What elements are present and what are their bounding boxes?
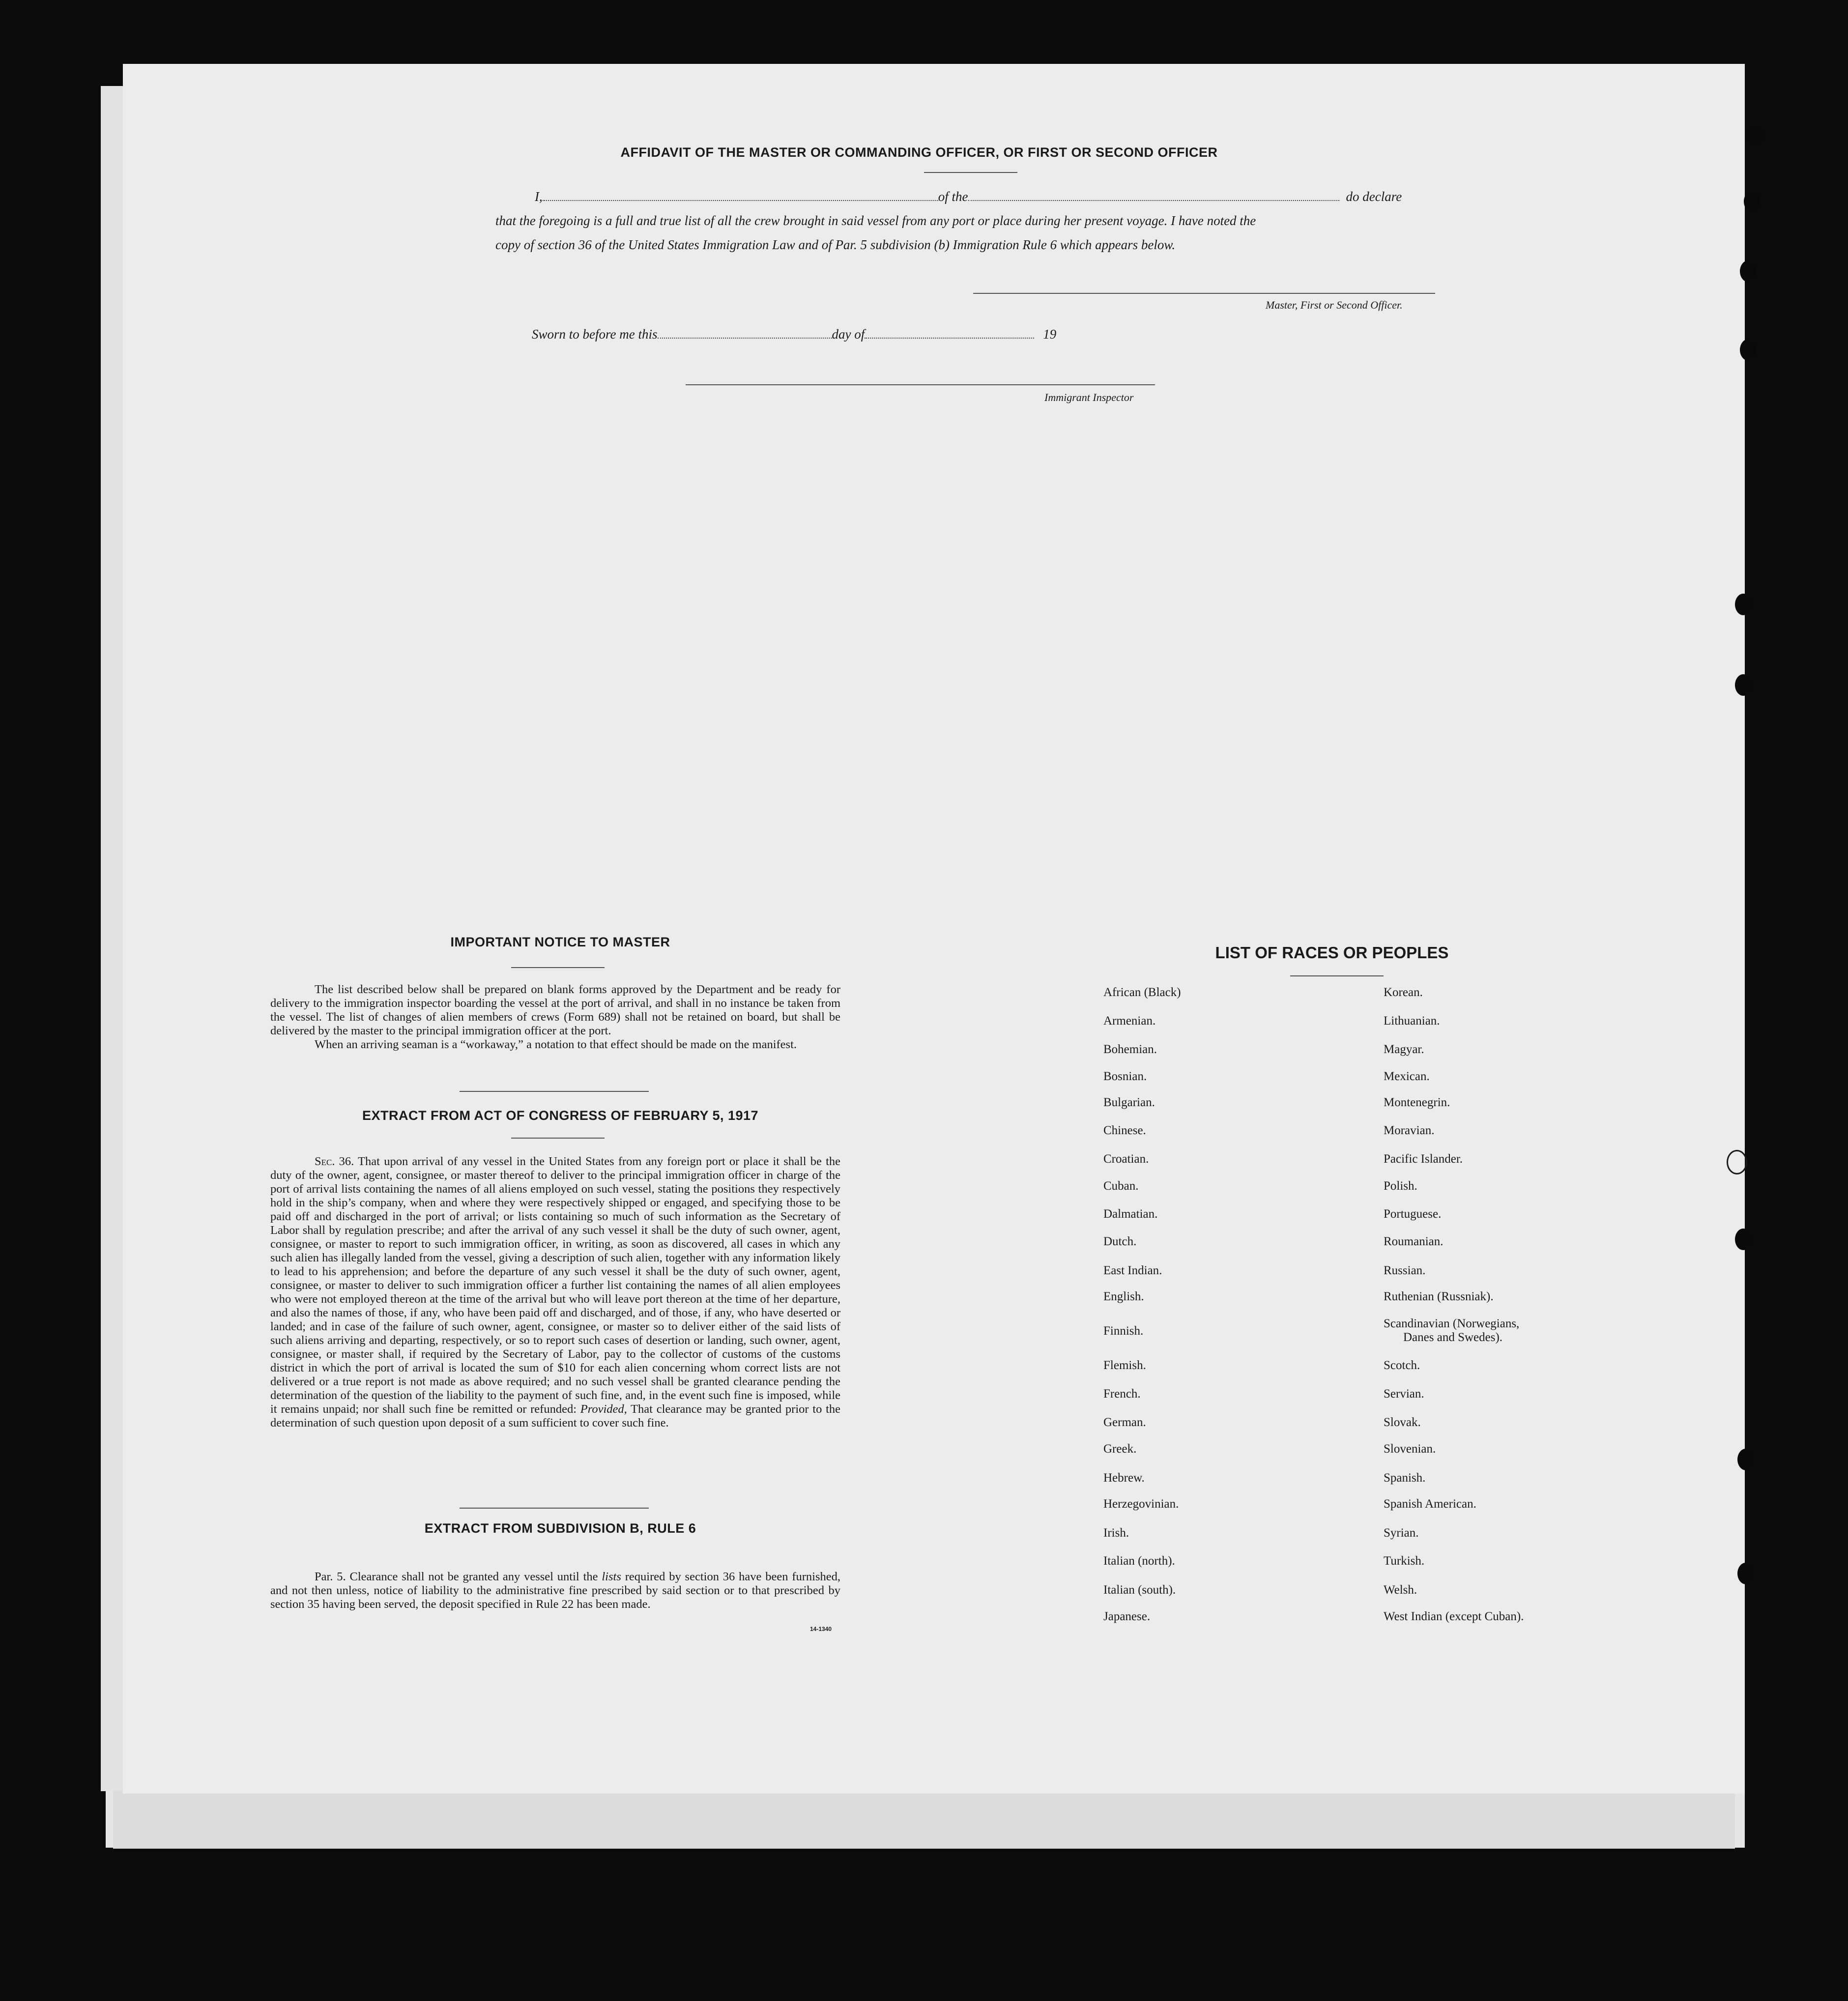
par-5-text: Par. 5. Clearance shall not be granted any vessel until the — [315, 1570, 598, 1583]
race-item: Portuguese. — [1384, 1207, 1442, 1221]
affidavit-line-3: copy of section 36 of the United States Immigration Law and of Par. 5 subdivision (b) Immigration Rule 6 which appears below. — [495, 237, 1176, 252]
affidavit-title-rule — [924, 172, 1017, 173]
race-item: English. — [1103, 1290, 1144, 1303]
sec-36-text-end: That clearance may be granted prior to the determination of such question upon deposit of a sum sufficient to cover such fine. — [270, 1402, 840, 1429]
race-item: Syrian. — [1384, 1526, 1419, 1540]
binder-hole-icon — [1735, 594, 1752, 615]
rule-extract-text — [270, 1570, 840, 1611]
section-divider — [460, 1091, 649, 1092]
binder-hole-icon — [1735, 674, 1752, 696]
race-item: Armenian. — [1103, 1014, 1156, 1028]
race-item-line: Danes and Swedes). — [1403, 1331, 1503, 1344]
race-item: Russian. — [1384, 1264, 1426, 1277]
sec-36-label: Sec. 36. — [315, 1155, 354, 1168]
binder-hole-icon — [1747, 125, 1764, 147]
sec-36-text: That upon arrival of any vessel in the United States from any foreign port or place it shall be the duty of the owner, agent, consignee, or master thereof to deliver to the principal immigration officer in charge of the port of arrival lists containing the names of all aliens employed on such vessel, stating the positions they respectively hold in the ship’s company, when and where they were respectively shipped or engaged, and specifying those to be paid off and discharged in the port of arrival; or lists containing so much of such information as the Secretary of Labor shall by regulation prescribe; and after the arrival of any such vessel it shall be the duty of such owner, agent, consignee, or master to report to such immigration officer, in writing, as soon as discovered, all cases in which any such alien has illegally landed from the vessel, giving a description of such alien, together with any information likely to lead to his apprehension; and before the departure of any such vessel it shall be the duty of such owner, agent, consignee, or master to deliver to such immigration officer a further list containing the names of all alien employees who were not employed thereon at the time of the arrival but who will leave port thereon at the time of her departure, and also the names of those, if any, who have been paid off and discharged, and of those, if any, who have deserted or landed; and in case of the failure of such owner, agent, consignee, or master so to deliver either of the said lists of such aliens arriving and departing, respectively, or so to report such cases of desertion or landing, such owner, agent, consignee, or master shall, if required by the Secretary of Labor, pay to the collector of customs of the customs district in which the port of arrival is located the sum of $10 for each alien concerning whom correct lists are not delivered or a true report is not made as above required; and no such vessel shall be granted clearance pending the determination of the question of the liability to the payment of such fine, and, in the event such fine is imposed, while it remains unpaid; nor shall such fine be remitted or refunded: — [270, 1155, 840, 1416]
race-item: Pacific Islander. — [1384, 1152, 1463, 1166]
race-item: Croatian. — [1103, 1152, 1149, 1166]
signature-line[interactable] — [973, 293, 1435, 294]
race-item: Polish. — [1384, 1179, 1417, 1193]
race-item: Moravian. — [1384, 1124, 1435, 1137]
signature-label: Master, First or Second Officer. — [1266, 299, 1403, 311]
binder-hole-icon — [1744, 191, 1761, 212]
race-item: Chinese. — [1103, 1124, 1146, 1137]
sworn-month-field[interactable] — [865, 336, 1034, 339]
race-item: Mexican. — [1384, 1070, 1430, 1083]
act-extract-title-rule — [511, 1138, 605, 1139]
notice-title-rule — [511, 967, 605, 968]
races-title-rule — [1290, 975, 1384, 976]
race-item: Greek. — [1103, 1442, 1137, 1456]
vessel-name-field[interactable] — [968, 198, 1339, 201]
race-item: Lithuanian. — [1384, 1014, 1440, 1028]
affidavit-line-1 — [535, 189, 1402, 204]
race-item: West Indian (except Cuban). — [1384, 1610, 1524, 1623]
master-name-field[interactable] — [543, 198, 938, 201]
affidavit-line-2: that the foregoing is a full and true list of all the crew brought in said vessel from any port or place during her present voyage. I have noted the — [495, 213, 1256, 228]
race-item: Italian (north). — [1103, 1554, 1175, 1568]
race-item: Welsh. — [1384, 1583, 1417, 1597]
race-item: Magyar. — [1384, 1043, 1424, 1056]
inspector-label: Immigrant Inspector — [1044, 391, 1134, 403]
race-item: Servian. — [1384, 1387, 1424, 1401]
sworn-year-label: 19 — [1043, 327, 1057, 342]
race-item: Cuban. — [1103, 1179, 1139, 1193]
par-5-text-end: required by section 36 have been furnished, and not then unless, notice of liability to the administrative fine prescribed by said section or to that prescribed by section 35 having been served, the deposit specified in Rule 22 has been made. — [270, 1570, 841, 1611]
inspector-signature-line[interactable] — [686, 384, 1155, 385]
race-item: Dutch. — [1103, 1235, 1137, 1248]
binder-hole-icon — [1740, 260, 1757, 282]
race-item: Turkish. — [1384, 1554, 1425, 1568]
race-item: Dalmatian. — [1103, 1207, 1158, 1221]
race-item: Montenegrin. — [1384, 1096, 1450, 1109]
race-item: French. — [1103, 1387, 1141, 1401]
section-divider — [460, 1508, 649, 1509]
race-item: Finnish. — [1103, 1324, 1144, 1338]
race-item-line: Scandinavian (Norwegians, — [1384, 1317, 1520, 1330]
binder-hole-icon — [1737, 1563, 1754, 1584]
binder-hole-icon — [1735, 1229, 1752, 1250]
race-item: Japanese. — [1103, 1610, 1151, 1623]
race-item: Ruthenian (Russniak). — [1384, 1290, 1494, 1303]
affidavit-i-label: I, — [535, 189, 543, 204]
sworn-prefix: Sworn to before me this — [532, 327, 658, 342]
race-item: Slovak. — [1384, 1416, 1421, 1429]
provided-word: Provided, — [580, 1402, 627, 1416]
race-item: Slovenian. — [1384, 1442, 1436, 1456]
sworn-line — [532, 327, 1056, 342]
race-item: Flemish. — [1103, 1359, 1146, 1372]
act-extract-text — [270, 1155, 840, 1430]
race-item: Bosnian. — [1103, 1070, 1147, 1083]
notice-title: IMPORTANT NOTICE TO MASTER — [450, 935, 670, 949]
race-item: Scotch. — [1384, 1359, 1420, 1372]
binder-hole-icon — [1740, 339, 1757, 361]
notice-paragraph-1: The list described below shall be prepared on blank forms approved by the Department and be ready for delivery to the immigration inspector boarding the vessel at the port of arrival, and shall in no instance be taken from the vessel. The list of changes of alien members of crews (Form 689) shall not be retained on board, but shall be delivered by the master to the principal immigration officer at the port. — [270, 983, 840, 1037]
lists-word: lists — [602, 1570, 621, 1583]
binder-hole-icon — [1737, 1449, 1754, 1470]
affidavit-title: AFFIDAVIT OF THE MASTER OR COMMANDING OFFICER, OR FIRST OR SECOND OFFICER — [620, 145, 1218, 160]
race-item: Italian (south). — [1103, 1583, 1176, 1597]
affidavit-do-declare-label: do declare — [1346, 189, 1402, 204]
race-item: Korean. — [1384, 986, 1423, 999]
sworn-day-of-label: day of — [832, 327, 865, 342]
binder-hole-ring-icon — [1727, 1150, 1747, 1174]
notice-text — [270, 983, 840, 1052]
race-item: East Indian. — [1103, 1264, 1162, 1277]
notice-paragraph-2: When an arriving seaman is a “workaway,” a notation to that effect should be made on the manifest. — [315, 1038, 797, 1051]
rule-extract-title: EXTRACT FROM SUBDIVISION B, RULE 6 — [424, 1521, 696, 1536]
race-item — [1384, 1317, 1519, 1344]
form-number: 14-1340 — [810, 1626, 832, 1632]
race-item: Roumanian. — [1384, 1235, 1444, 1248]
race-item: Spanish. — [1384, 1471, 1426, 1485]
race-item: German. — [1103, 1416, 1146, 1429]
sworn-day-field[interactable] — [658, 336, 832, 339]
race-item: Bulgarian. — [1103, 1096, 1155, 1109]
race-item: Spanish American. — [1384, 1497, 1476, 1511]
race-item: Irish. — [1103, 1526, 1129, 1540]
race-item: Herzegovinian. — [1103, 1497, 1179, 1511]
affidavit-of-the-label: of the — [938, 189, 968, 204]
act-extract-title: EXTRACT FROM ACT OF CONGRESS OF FEBRUARY 5, 1917 — [362, 1108, 759, 1123]
race-item: African (Black) — [1103, 986, 1181, 999]
race-item: Bohemian. — [1103, 1043, 1157, 1056]
races-title: LIST OF RACES OR PEOPLES — [1215, 943, 1449, 962]
race-item: Hebrew. — [1103, 1471, 1145, 1485]
